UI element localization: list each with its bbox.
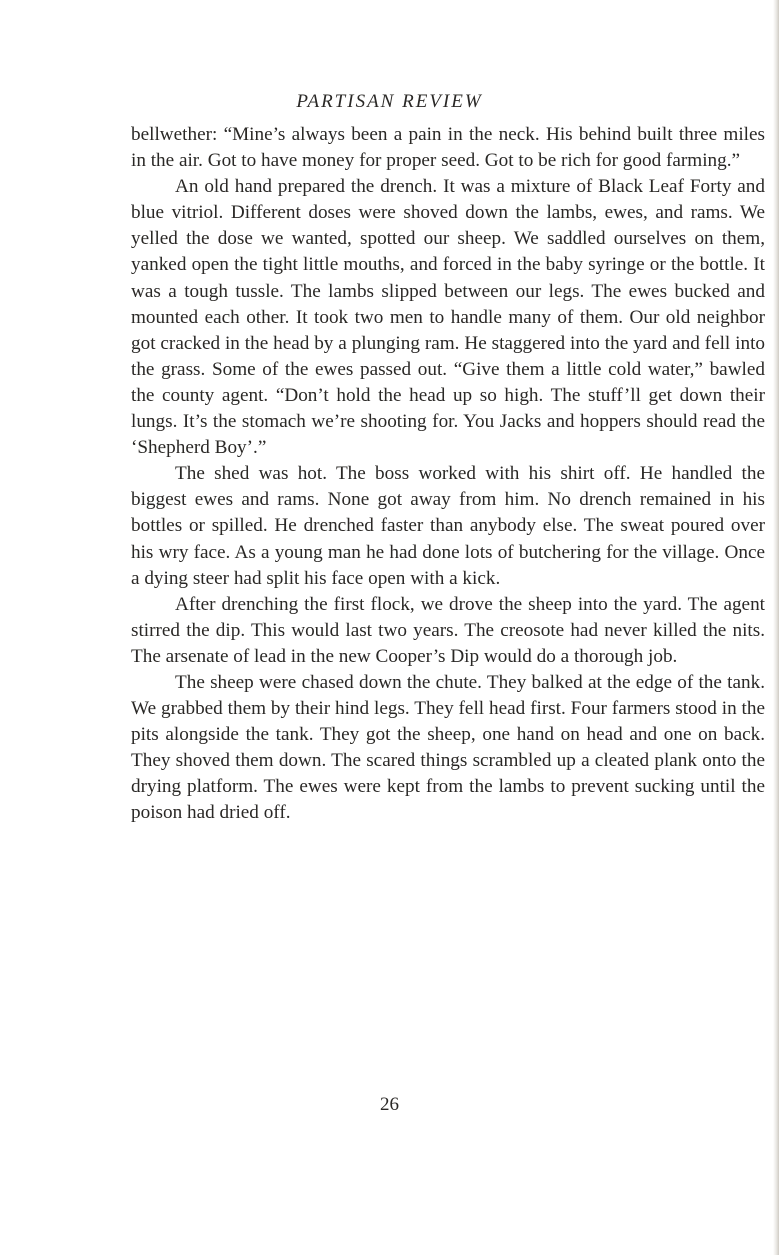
body-text	[131, 122, 765, 827]
paragraph-1: bellwether: “Mine’s always been a pain in the neck. His behind built three miles in the air. Got to have money for proper seed. Got to be rich for good farming.”	[131, 124, 765, 172]
running-head: PARTISAN REVIEW	[296, 91, 483, 112]
paragraph-5: The sheep were chased down the chute. They balked at the edge of the tank. We grabbed them by their hind legs. They fell head first. Four farmers stood in the pits alongside the tank. They got the sheep, one hand on head and one on back. They shoved them down. The scared things scrambled up a cleated plank onto the drying platform. The ewes were kept from the lambs to prevent sucking until the poison had dried off.	[131, 671, 765, 824]
paragraph-4: After drenching the first flock, we drove the sheep into the yard. The agent stirred the dip. This would last two years. The creosote had never killed the nits. The arsenate of lead in the new Cooper’s Dip would do a thorough job.	[131, 593, 765, 667]
paragraph-3: The shed was hot. The boss worked with his shirt off. He handled the biggest ewes and rams. None got away from him. No drench remained in his bottles or spilled. He drenched faster than anybody else. The sweat poured over his wry face. As a young man he had done lots of butchering for the village. Once a dying steer had split his face open with a kick.	[131, 463, 765, 589]
paragraph-2: An old hand prepared the drench. It was a mixture of Black Leaf Forty and blue vitriol. Different doses were shoved down the lambs, ewes, and rams. We yelled the dose we wanted, spotted our sheep. We saddled ourselves on them, yanked open the tight little mouths, and forced in the baby syringe or the bottle. It was a tough tussle. The lambs slipped between our legs. The ewes bucked and mounted each other. It took two men to handle many of them. Our old neighbor got cracked in the head by a plunging ram. He staggered into the yard and fell into the grass. Some of the ewes passed out. “Give them a little cold water,” bawled the county agent. “Don’t hold the head up so high. The stuff’ll get down their lungs. It’s the stomach we’re shooting for. You Jacks and hoppers should read the ‘Shepherd Boy’.”	[131, 176, 765, 459]
page-number: 26	[380, 1094, 399, 1115]
page-edge-shadow	[773, 0, 779, 1255]
